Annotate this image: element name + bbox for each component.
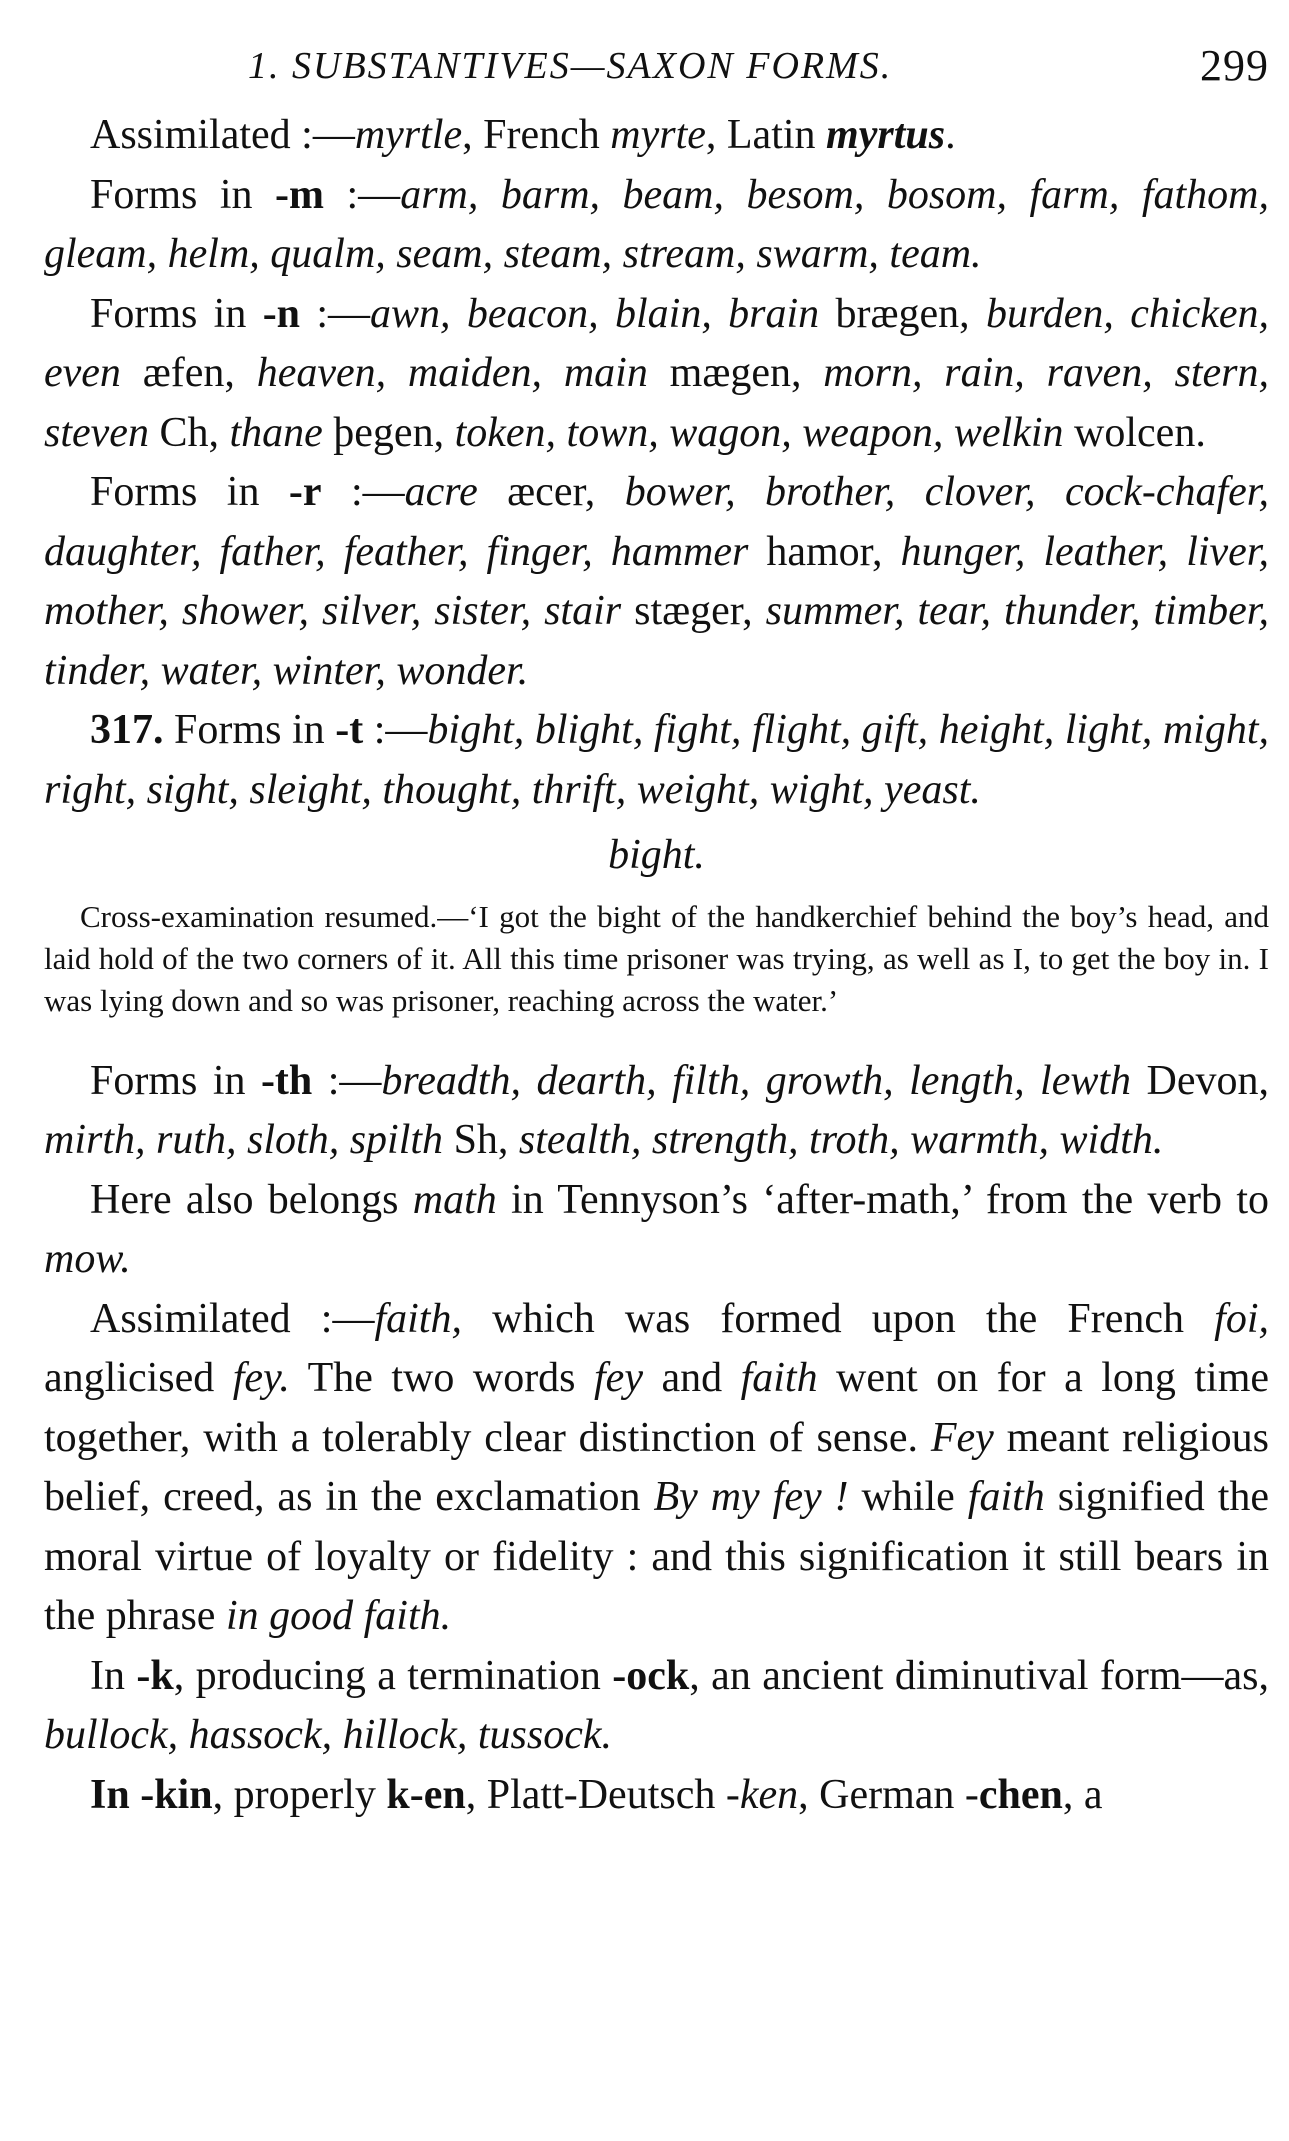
running-head: 1. SUBSTANTIVES—SAXON FORMS.	[248, 45, 893, 87]
page-body	[44, 106, 1269, 1825]
paragraph-forms-in-n: Forms in -n :—awn, beacon, blain, brain brægen, burden, chicken, even æfen, heaven, maiden, main mægen, morn, rain, raven, stern, steven Ch, thane þegen, token, town, wagon, weapon, welkin wolcen.	[44, 290, 1269, 456]
paragraph-in-k: In -k, producing a termination -ock, an ancient diminutival form—as, bullock, hassock, hillock, tussock.	[44, 1652, 1269, 1758]
paragraph-forms-in-r: Forms in -r :—acre æcer, bower, brother, clover, cock-chafer, daughter, father, feather, finger, hammer hamor, hunger, leather, liver, mother, shower, silver, sister, stair stæger, summer, tear, thunder, timber, tinder, water, winter, wonder.	[44, 469, 1269, 694]
page-number: 299	[1200, 41, 1269, 90]
page-header	[44, 28, 1269, 106]
paragraph-in-kin: In -kin, properly k-en, Platt-Deutsch -ken, German -chen, a	[90, 1771, 1103, 1818]
section-number: 317.	[90, 707, 164, 753]
paragraph-assimilated-myrtle: Assimilated :—myrtle, French myrte, Latin myrtus.	[90, 112, 956, 158]
paragraph-forms-in-th: Forms in -th :—breadth, dearth, filth, growth, length, lewth Devon, mirth, ruth, sloth, spilth Sh, stealth, strength, troth, warmth, width.	[44, 1057, 1269, 1163]
paragraph-forms-in-m: Forms in -m :—arm, barm, beam, besom, bosom, farm, fathom, gleam, helm, qualm, seam, steam, stream, swarm, team.	[44, 171, 1269, 277]
paragraph-assimilated-faith: Assimilated :—faith, which was formed upon the French foi, anglicised fey. The two words fey and faith went on for a long time together, with a tolerably clear distinction of sense. Fey meant religious belief, creed, as in the exclamation By my fey ! while faith signified the moral virtue of loyalty or fidelity : and this signification it still bears in the phrase in good faith.	[44, 1295, 1269, 1639]
paragraph-math: Here also belongs math in Tennyson’s ‘after-math,’ from the verb to mow.	[44, 1176, 1269, 1282]
example-heading: bight.	[608, 832, 705, 878]
quoted-example: Cross-examination resumed.—‘I got the bight of the handkerchief behind the boy’s head, and laid hold of the two corners of it. All this time prisoner was trying, as well as I, to get the boy in. I was lying down and so was prisoner, reaching across the water.’	[44, 898, 1269, 1018]
paragraph-317-forms-in-t: 317. Forms in -t :—bight, blight, fight, flight, gift, height, light, might, right, sight, sleight, thought, thrift, weight, wight, yeast.	[44, 707, 1269, 813]
